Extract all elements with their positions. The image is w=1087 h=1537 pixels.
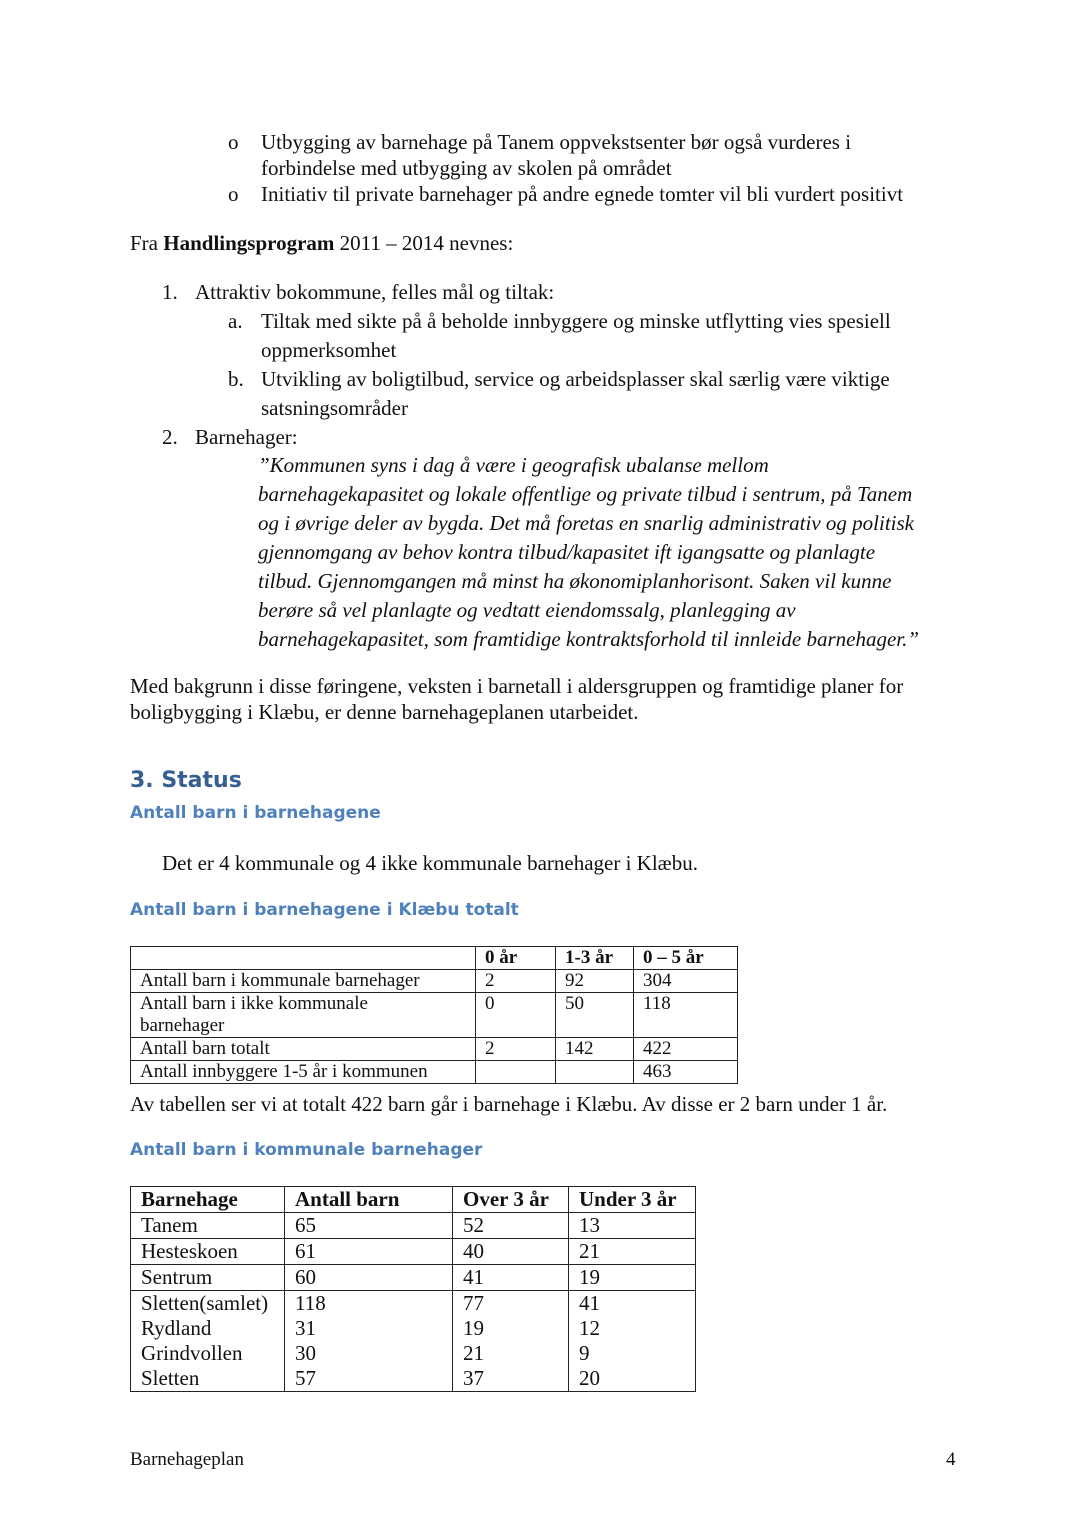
table-cell: 61 [285,1239,453,1265]
table-header: 0 – 5 år [634,947,738,970]
table-cell [476,1061,556,1084]
kindergarten-table [130,1186,696,1392]
quote-line: barnehagekapasitet, som framtidige kontraktsforhold til innleide barnehager.” [258,627,920,651]
table-cell: 422 [634,1038,738,1061]
list-letter: a. [228,309,243,333]
intro-bold: Handlingsprogram [163,231,335,255]
quote-line: ”Kommunen syns i dag å være i geografisk ubalanse mellom [258,453,769,477]
table-cell: Rydland [131,1316,285,1341]
list-item-text: Barnehager: [195,425,298,449]
table-cell: 60 [285,1265,453,1291]
table-row [131,1213,696,1239]
table-cell: Tanem [131,1213,285,1239]
table-cell: 50 [556,993,634,1038]
table-cell: Sletten [131,1366,285,1392]
footer-title: Barnehageplan [130,1449,244,1470]
paragraph: Det er 4 kommunale og 4 ikke kommunale barnehager i Klæbu. [162,851,698,875]
table-header: Antall barn [285,1187,453,1213]
table-cell: 0 [476,993,556,1038]
subheading: Antall barn i kommunale barnehager [130,1140,483,1160]
table-cell: 41 [569,1291,696,1317]
table-row [131,1316,696,1341]
table-cell: 2 [476,1038,556,1061]
table-cell: 19 [453,1316,569,1341]
table-cell: 37 [453,1366,569,1392]
bullet-line: Initiativ til private barnehager på andre egnede tomter vil bli vurdert positivt [261,182,904,206]
quote-line: barnehagekapasitet og lokale offentlige og private tilbud i sentrum, på Tanem [258,482,913,506]
table-header: Barnehage [131,1187,285,1213]
bullet-marker: o [228,130,239,154]
table-row [131,993,738,1038]
table-header-row [131,1187,696,1213]
list-item-text: Attraktiv bokommune, felles mål og tiltak: [195,280,555,304]
table-cell: 65 [285,1213,453,1239]
table-cell: 57 [285,1366,453,1392]
table-cell: Antall innbyggere 1-5 år i kommunen [131,1061,476,1084]
table-cell: Grindvollen [131,1341,285,1366]
bullet-marker: o [228,182,239,206]
subheading: Antall barn i barnehagene i Klæbu totalt [130,900,519,920]
table-cell: 118 [285,1291,453,1317]
quote-line: tilbud. Gjennomgangen må minst ha økonomiplanhorisont. Saken vil kunne [258,569,892,593]
subheading: Antall barn i barnehagene [130,803,381,823]
section-heading: 3. Status [130,768,242,793]
table-row [131,1038,738,1061]
table-cell: 20 [569,1366,696,1392]
list-letter: b. [228,367,244,391]
page-number: 4 [946,1449,956,1470]
table-cell: 30 [285,1341,453,1366]
intro-line [130,229,513,258]
table-cell: 31 [285,1316,453,1341]
table-row [131,970,738,993]
quote-line: gjennomgang av behov kontra tilbud/kapasitet ift igangsatte og planlagte [258,540,876,564]
table-cell: 21 [453,1341,569,1366]
bullet-line: Utbygging av barnehage på Tanem oppvekstsenter bør også vurderes i [261,130,852,154]
table-row [131,1265,696,1291]
conclusion-line: Med bakgrunn i disse føringene, veksten i barnetall i aldersgruppen og framtidige planer for [130,674,904,698]
list-number: 2. [162,425,178,449]
list-item-text: satsningsområder [261,396,408,420]
table-cell: 13 [569,1213,696,1239]
table-cell: 21 [569,1239,696,1265]
table-cell: 142 [556,1038,634,1061]
table-cell: Sletten(samlet) [131,1291,285,1317]
table-row [131,1239,696,1265]
conclusion-line: boligbygging i Klæbu, er denne barnehageplanen utarbeidet. [130,700,639,724]
quote-line: og i øvrige deler av bygda. Det må foretas en snarlig administrativ og politisk [258,511,914,535]
list-item-text: Tiltak med sikte på å beholde innbyggere og minske utflytting vies spesiell [261,309,891,333]
table-header-row [131,947,738,970]
table-cell [556,1061,634,1084]
table-note: Av tabellen ser vi at totalt 422 barn går i barnehage i Klæbu. Av disse er 2 barn under 1 år. [130,1092,888,1116]
table-cell: 77 [453,1291,569,1317]
table-cell: Antall barn i ikke kommunale barnehager [131,993,476,1038]
table-cell: 2 [476,970,556,993]
table-cell: Sentrum [131,1265,285,1291]
table-cell: Antall barn totalt [131,1038,476,1061]
table-cell: 40 [453,1239,569,1265]
table-cell: Antall barn i kommunale barnehager [131,970,476,993]
list-item-text: oppmerksomhet [261,338,397,362]
table-cell: Hesteskoen [131,1239,285,1265]
quote-line: berøre så vel planlagte og vedtatt eiendomssalg, planlegging av [258,598,796,622]
list-number: 1. [162,280,178,304]
table-cell: 118 [634,993,738,1038]
table-cell: 463 [634,1061,738,1084]
table-header: Over 3 år [453,1187,569,1213]
table-cell: 304 [634,970,738,993]
table-header: 0 år [476,947,556,970]
table-cell: 92 [556,970,634,993]
table-cell: 19 [569,1265,696,1291]
table-row [131,1341,696,1366]
intro-prefix: Fra [130,231,164,255]
totals-table [130,946,738,1084]
table-row [131,1061,738,1084]
bullet-line: forbindelse med utbygging av skolen på området [261,156,672,180]
table-cell: 41 [453,1265,569,1291]
list-item-text: Utvikling av boligtilbud, service og arbeidsplasser skal særlig være viktige [261,367,890,391]
table-header: 1-3 år [556,947,634,970]
intro-suffix: 2011 – 2014 nevnes: [334,231,514,255]
table-cell: 12 [569,1316,696,1341]
table-row [131,1366,696,1392]
table-row [131,1291,696,1317]
table-header: Under 3 år [569,1187,696,1213]
table-header [131,947,476,970]
table-cell: 52 [453,1213,569,1239]
table-cell: 9 [569,1341,696,1366]
